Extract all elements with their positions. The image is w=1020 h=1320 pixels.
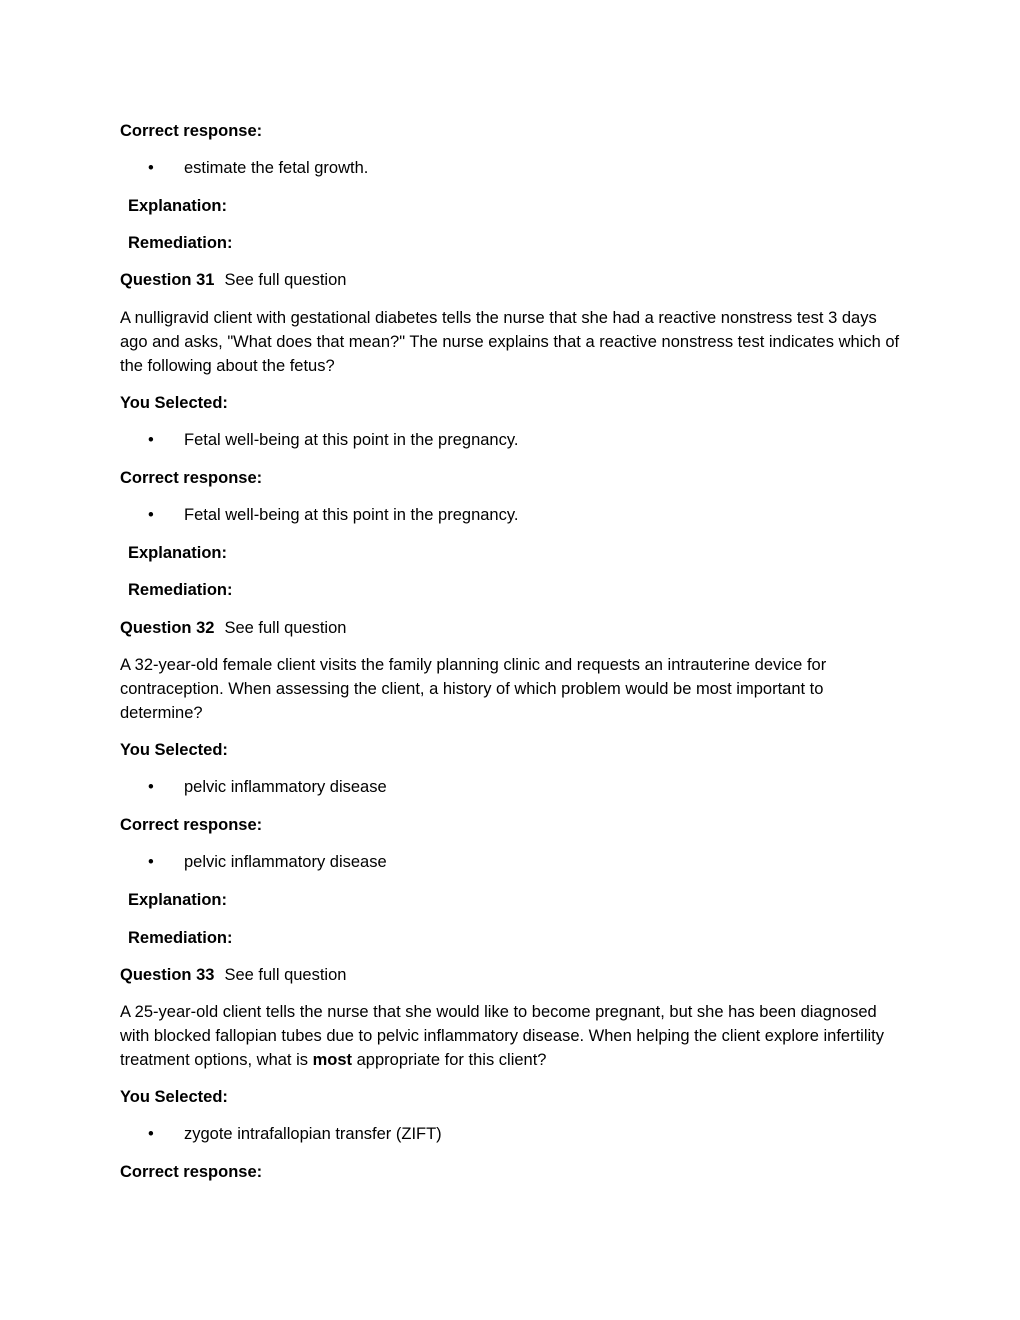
- bullet-icon: •: [148, 778, 154, 796]
- answer-text: estimate the fetal growth.: [184, 159, 369, 177]
- correct-response-label: Correct response:: [120, 469, 263, 487]
- answer-text: zygote intrafallopian transfer (ZIFT): [184, 1125, 442, 1143]
- question-text-32: A 32-year-old female client visits the family planning clinic and requests an intrauterine device for contraception. When assessing the client, a history of which problem would be most important to determine?: [120, 656, 827, 722]
- you-selected-label: You Selected:: [120, 741, 228, 759]
- question-text-31: A nulligravid client with gestational diabetes tells the nurse that she had a reactive nonstress test 3 days ago and asks, "What does that mean?" The nurse explains that a reactive nonstress test indicates which of the following about the fetus?: [120, 309, 900, 375]
- answer-text: Fetal well-being at this point in the pregnancy.: [184, 431, 519, 449]
- question-text-part: A 25-year-old client tells the nurse that she would like to become pregnant, but she has been diagnosed with blocked fallopian tubes due to pelvic inflammatory disease. When helping the client explore infertility treatment options, what is: [120, 1003, 884, 1069]
- see-full-question-link[interactable]: See full question: [224, 619, 347, 637]
- explanation-label: Explanation:: [128, 544, 228, 562]
- answer-text: pelvic inflammatory disease: [184, 778, 387, 796]
- remediation-label: Remediation:: [128, 234, 233, 252]
- bullet-icon: •: [148, 159, 154, 177]
- emphasis-text: most: [312, 1051, 353, 1069]
- explanation-label: Explanation:: [128, 197, 228, 215]
- remediation-label: Remediation:: [128, 581, 233, 599]
- correct-response-label: Correct response:: [120, 1163, 263, 1181]
- correct-response-label: Correct response:: [120, 122, 263, 140]
- correct-answer-item: [148, 850, 387, 874]
- answer-text: pelvic inflammatory disease: [184, 853, 387, 871]
- remediation-label: Remediation:: [128, 929, 233, 947]
- question-number: Question 32: [120, 619, 215, 637]
- see-full-question-link[interactable]: See full question: [224, 966, 347, 984]
- you-selected-label: You Selected:: [120, 394, 228, 412]
- question-number: Question 33: [120, 966, 215, 984]
- you-selected-label: You Selected:: [120, 1088, 228, 1106]
- question-heading-32: [120, 616, 346, 640]
- explanation-label: Explanation:: [128, 891, 228, 909]
- bullet-icon: •: [148, 1125, 154, 1143]
- correct-answer-item: [148, 503, 518, 527]
- question-text-33: [120, 1000, 900, 1072]
- question-heading-33: [120, 963, 346, 987]
- selected-answer-item: [148, 1122, 442, 1146]
- answer-text: Fetal well-being at this point in the pregnancy.: [184, 506, 519, 524]
- bullet-icon: •: [148, 431, 154, 449]
- question-heading-31: [120, 268, 346, 292]
- see-full-question-link[interactable]: See full question: [224, 271, 347, 289]
- question-number: Question 31: [120, 271, 215, 289]
- bullet-icon: •: [148, 853, 154, 871]
- correct-answer-item: [148, 156, 368, 180]
- correct-response-label: Correct response:: [120, 816, 263, 834]
- bullet-icon: •: [148, 506, 154, 524]
- question-text-part: appropriate for this client?: [352, 1051, 547, 1069]
- selected-answer-item: [148, 428, 518, 452]
- selected-answer-item: [148, 775, 387, 799]
